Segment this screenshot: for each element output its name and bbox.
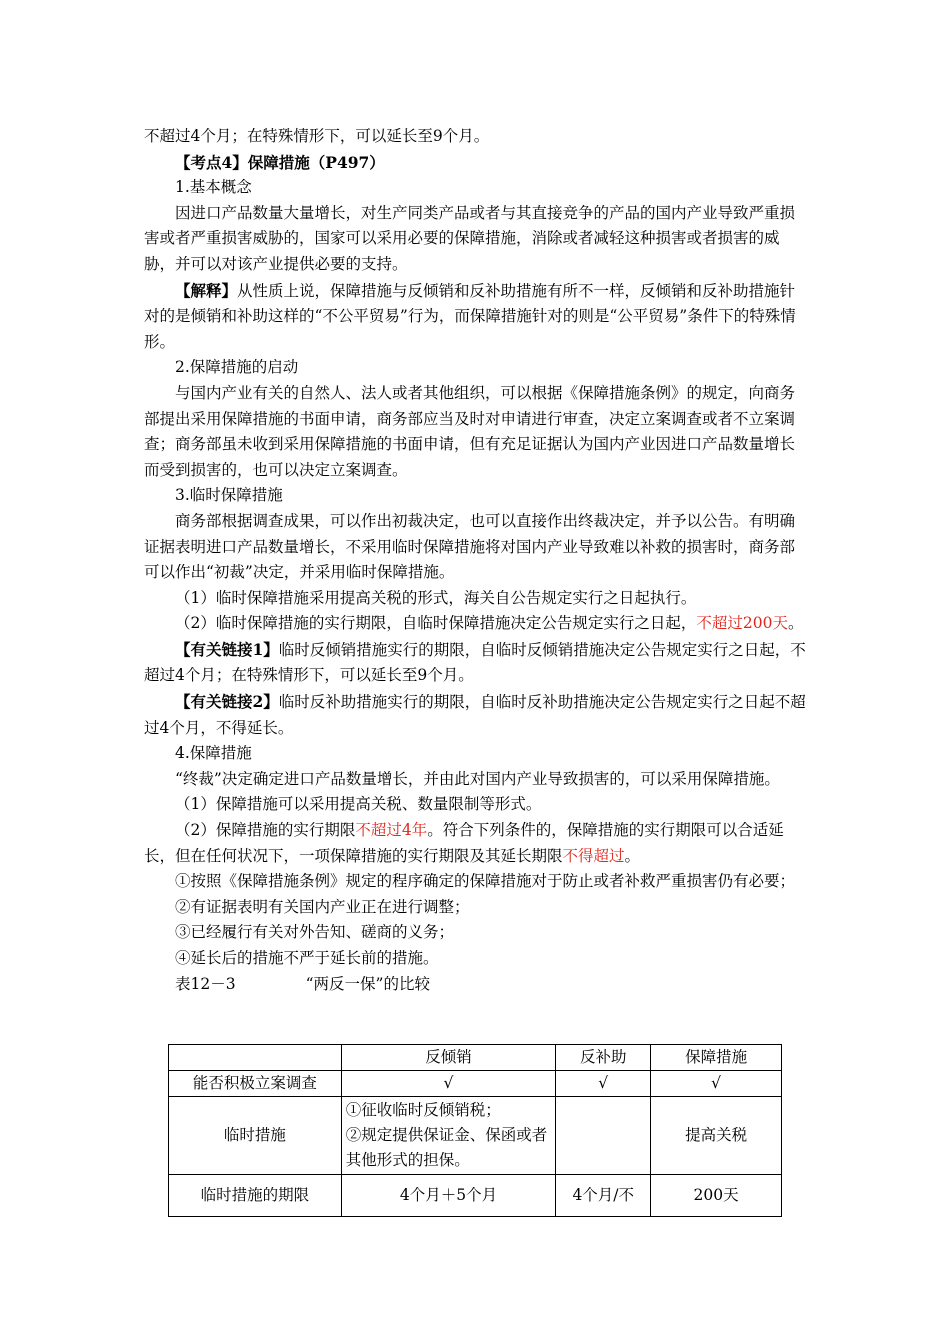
explanation-label: 【解释】: [175, 280, 238, 300]
table-header-cell: 反补助: [556, 1045, 651, 1071]
table-cell: √: [556, 1071, 651, 1097]
condition-item: ③已经履行有关对外告知、磋商的义务；: [175, 923, 455, 942]
cell-line: ①征收临时反倾销税；: [345, 1101, 501, 1119]
paragraph: 与国内产业有关的自然人、法人或者其他组织，可以根据《保障措施条例》的规定，向商务部提出采用保障措施的书面申请，商务部应当及时对申请进行审查，决定立案调查或者不立案调查；商务部虽未收到采用保障措施的书面申请，但有充足证据认为国内产业因进口产品数量增长而受到损害的，也可以决定立案调查。: [144, 383, 796, 479]
related-link-text: 临时反补助措施实行的期限，自临时反补助措施决定公告规定实行之日起不超过4个月，不得延长。: [144, 693, 806, 737]
table-cell: 提高关税: [651, 1097, 782, 1175]
text-span: 。: [624, 846, 641, 865]
list-item: [144, 611, 808, 637]
paragraph: 因进口产品数量大量增长，对生产同类产品或者与其直接竞争的产品的国内产业导致严重损害或者严重损害威胁的，国家可以采用必要的保障措施，消除或者减轻这种损害或者损害的威胁，并可以对该产业提供必要的支持。: [144, 203, 796, 273]
list-item: （1）保障措施可以采用提高关税、数量限制等形式。: [175, 795, 542, 814]
explanation-text: 从性质上说，保障措施与反倾销和反补助措施有所不一样，反倾销和反补助措施针对的是倾销和补助这样的“不公平贸易”行为，而保障措施针对的则是“公平贸易”条件下的特殊情形。: [144, 281, 796, 351]
comparison-table: [168, 1044, 782, 1217]
table-cell: [556, 1097, 651, 1175]
condition-item: ①按照《保障措施条例》规定的程序确定的保障措施对于防止或者补救严重损害仍有必要；: [175, 872, 796, 891]
condition-item: ④延长后的措施不严于延长前的措施。: [175, 949, 439, 967]
table-cell: [341, 1097, 556, 1175]
table-cell: 能否积极立案调查: [169, 1071, 342, 1097]
table-number: 表12－3: [175, 974, 236, 993]
list-item: （1）临时保障措施采用提高关税的形式，海关自公告规定实行之日起执行。: [175, 588, 697, 607]
subsection-title: 1.基本概念: [175, 178, 252, 197]
table-cell: 200天: [651, 1175, 782, 1217]
table-cell: 4个月＋5个月: [341, 1175, 556, 1217]
table-cell: 临时措施: [169, 1097, 342, 1175]
subsection-title: 4.保障措施: [175, 744, 252, 763]
related-link-label: 【有关链接1】: [175, 639, 279, 659]
highlight-text: 不超过200天: [696, 614, 788, 633]
text-span: 。: [787, 614, 804, 633]
text-span: 。符合下列条件的，保障措施的实行期限可以合适延长，但在任何状况下，一项保障措施的实行期限及其延长期限: [144, 821, 784, 865]
table-row: [169, 1175, 782, 1217]
cell-line: ②规定提供保证金、保函或者其他形式的担保。: [345, 1126, 548, 1169]
paragraph: 商务部根据调查成果，可以作出初裁决定，也可以直接作出终裁决定，并予以公告。有明确证据表明进口产品数量增长，不采用临时保障措施将对国内产业导致难以补救的损害时，商务部可以作出“初裁”决定，并采用临时保障措施。: [144, 511, 796, 582]
table-header-cell: 反倾销: [341, 1045, 556, 1071]
table-row: [169, 1097, 782, 1175]
document-body: [144, 124, 808, 997]
table-row: [169, 1071, 782, 1097]
related-link-text: 临时反倾销措施实行的期限，自临时反倾销措施决定公告规定实行之日起，不超过4个月；在特殊情形下，可以延长至9个月。: [144, 640, 806, 685]
table-cell: √: [341, 1071, 556, 1097]
text-line: 不超过4个月；在特殊情形下，可以延长至9个月。: [144, 127, 490, 145]
text-span: （2）保障措施的实行期限: [175, 821, 356, 840]
table-header-cell: 保障措施: [651, 1045, 782, 1071]
table-title: “两反一保”的比较: [305, 974, 430, 993]
subsection-title: 2.保障措施的启动: [175, 358, 299, 377]
subsection-title: 3.临时保障措施: [175, 486, 283, 505]
paragraph: “终裁”决定确定进口产品数量增长，并由此对国内产业导致损害的，可以采用保障措施。: [175, 769, 780, 788]
related-link-paragraph: [144, 637, 808, 689]
condition-item: ②有证据表明有关国内产业正在进行调整；: [175, 897, 470, 916]
explanation-paragraph: [144, 278, 808, 356]
table-cell: 临时措施的期限: [169, 1175, 342, 1217]
table-cell: 4个月/不: [556, 1175, 651, 1217]
table-caption: [144, 972, 808, 998]
list-item: [144, 818, 808, 869]
text-span: （2）临时保障措施的实行期限，自临时保障措施决定公告规定实行之日起，: [175, 614, 697, 633]
table-header-cell: [169, 1045, 342, 1071]
highlight-text: 不得超过: [562, 846, 625, 865]
table-header-row: [169, 1045, 782, 1071]
section-heading: 【考点4】保障措施（P497）: [175, 152, 385, 172]
highlight-text: 不超过4年: [355, 821, 428, 840]
related-link-paragraph: [144, 689, 808, 741]
table-cell: √: [651, 1071, 782, 1097]
related-link-label: 【有关链接2】: [175, 692, 279, 712]
